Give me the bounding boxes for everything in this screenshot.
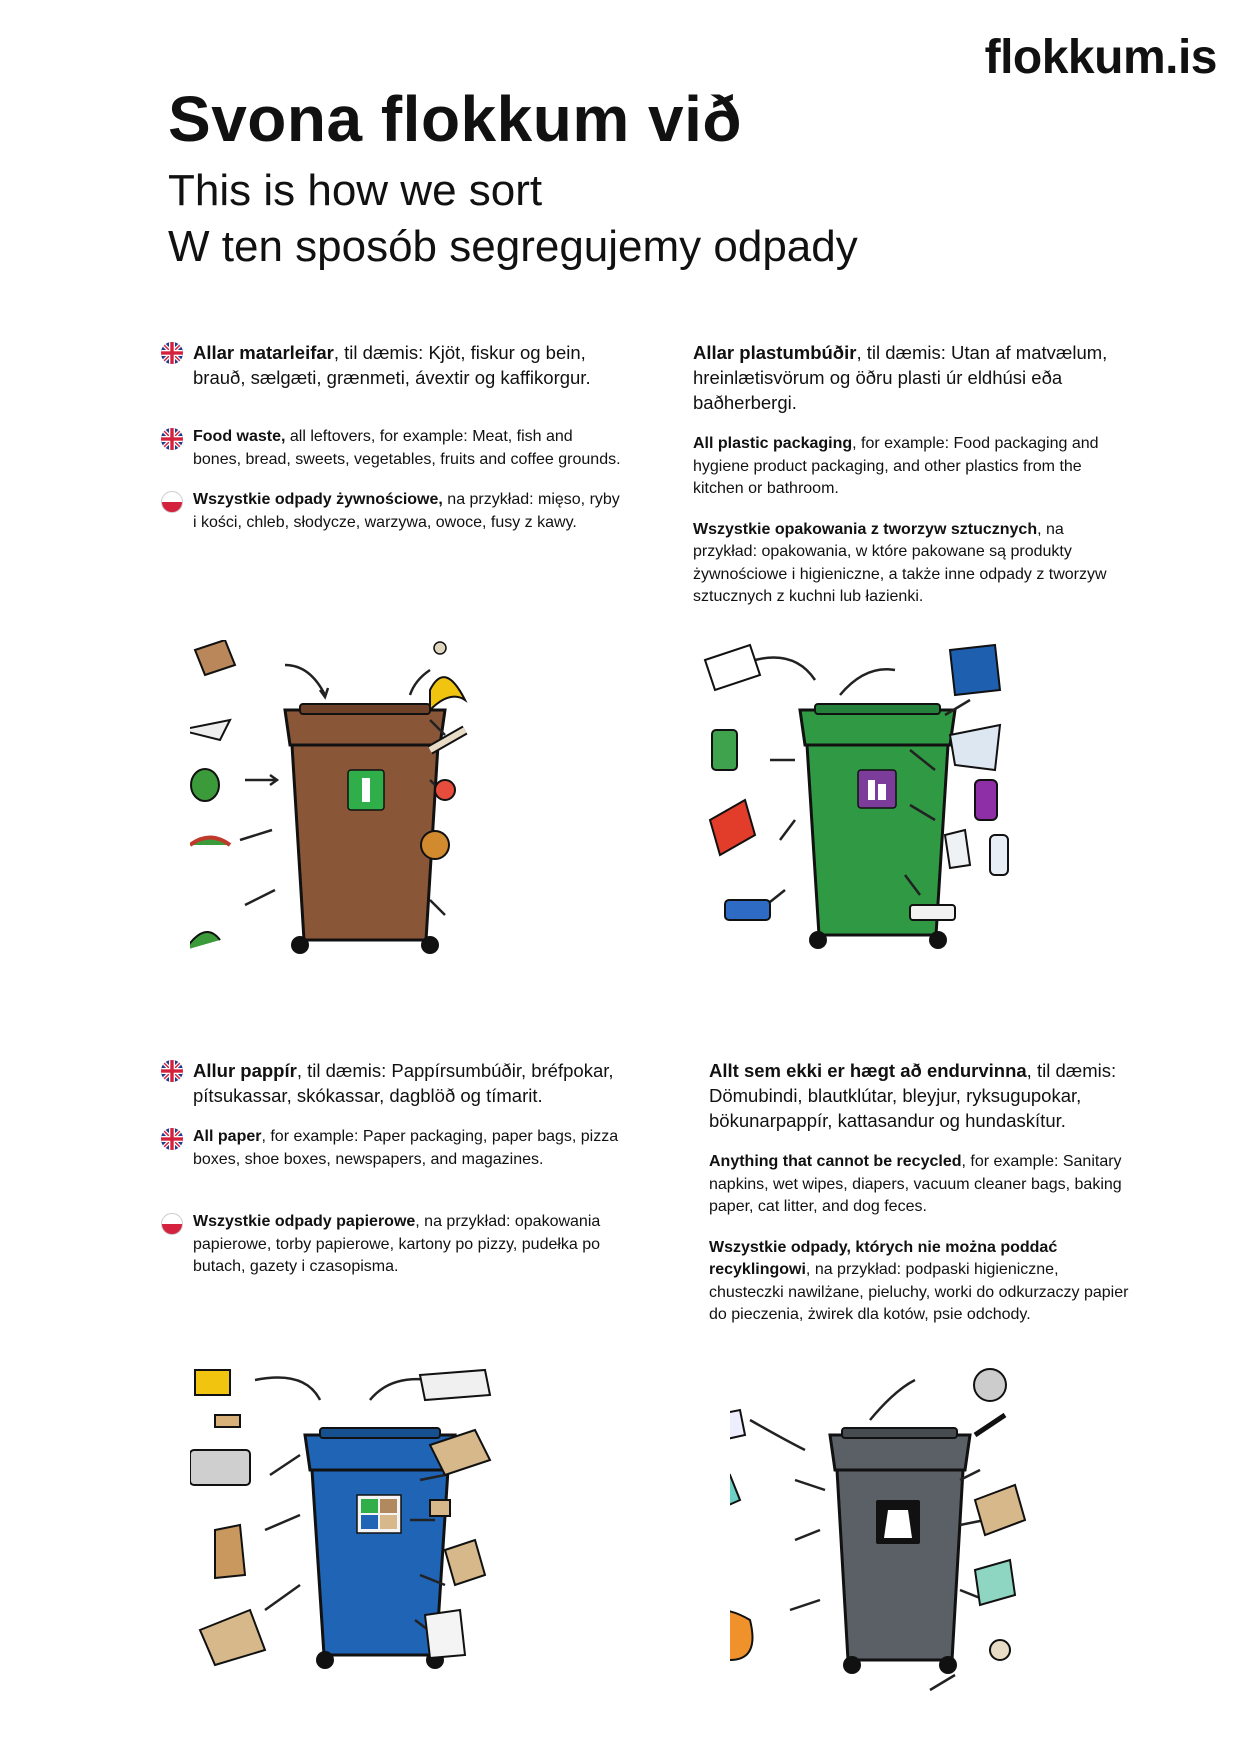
- food-pl-bold: Wszystkie odpady żywnościowe,: [193, 491, 443, 508]
- food-text-is: [193, 340, 623, 390]
- food-en-rest: all leftovers, for example: Meat, fish and bones, bread, sweets, vegetables, fruits and coffee grounds.: [193, 428, 621, 468]
- poland-flag-icon: [161, 491, 183, 513]
- paper-text-pl: [193, 1211, 623, 1279]
- paper-is-rest: , til dæmis: Pappírsumbúðir, bréfpokar, pítsukassar, skókassar, dagblöð og tímarit.: [193, 1060, 614, 1106]
- food-text-pl: [193, 489, 623, 534]
- general-text-is: [709, 1058, 1129, 1133]
- plastic-pl-rest: , na przykład: opakowania, w które pakowane są produkty żywnościowe i higieniczne, a także inne odpady z tworzyw sztucznych z kuchni lub łazienki.: [693, 520, 1107, 605]
- page-subtitle-en: This is how we sort: [168, 166, 543, 215]
- plastic-section: [693, 340, 1113, 609]
- general-is-rest: , til dæmis: Dömubindi, blautklútar, bleyjur, ryksugupokar, bökunarpappír, kattasandur og hundaskítur.: [709, 1060, 1117, 1131]
- general-text-pl: [709, 1237, 1129, 1327]
- plastic-text-pl: [693, 519, 1113, 609]
- plastic-en-bold: All plastic packaging: [693, 435, 853, 452]
- food-text-en: [193, 426, 623, 471]
- paper-pl-bold: Wszystkie odpady papierowe: [193, 1213, 416, 1230]
- food-en-bold: Food waste,: [193, 428, 286, 445]
- general-pl-bold: Wszystkie odpady, których nie można poddać recyklingowi: [709, 1238, 1058, 1278]
- uk-flag-icon: [161, 342, 183, 364]
- general-waste-bin-illustration: [730, 1360, 1090, 1700]
- paper-en-bold: All paper: [193, 1128, 262, 1145]
- page-subtitle-pl: W ten sposób segregujemy odpady: [168, 222, 858, 271]
- general-en-rest: , for example: Sanitary napkins, wet wipes, diapers, vacuum cleaner bags, baking paper, cat litter, and dog feces.: [709, 1153, 1122, 1215]
- general-pl-rest: , na przykład: podpaski higieniczne, chusteczki nawilżane, pieluchy, worki do odkurzaczy papier do pieczenia, żwirek dla kotów, psie odchody.: [709, 1261, 1129, 1323]
- general-bin-icon: [830, 1428, 970, 1674]
- plastic-bin-illustration: [700, 640, 1070, 970]
- paper-is-bold: Allur pappír: [193, 1060, 297, 1081]
- food-waste-bin-illustration: [190, 640, 530, 970]
- general-is-bold: Allt sem ekki er hægt að endurvinna: [709, 1060, 1027, 1081]
- plastic-is-rest: , til dæmis: Utan af matvælum, hreinlætisvörum og öðru plasti úr eldhúsi eða baðherbergi.: [693, 342, 1108, 413]
- plastic-pl-bold: Wszystkie opakowania z tworzyw sztucznych: [693, 520, 1038, 538]
- uk-flag-icon: [161, 1128, 183, 1150]
- food-waste-section: [193, 340, 623, 534]
- general-en-bold: Anything that cannot be recycled: [709, 1153, 962, 1170]
- plastic-text-is: [693, 340, 1113, 415]
- paper-en-rest: , for example: Paper packaging, paper bags, pizza boxes, shoe boxes, newspapers, and magazines.: [193, 1128, 619, 1168]
- plastic-text-en: [693, 433, 1113, 501]
- general-text-en: [709, 1151, 1129, 1219]
- paper-bin-illustration: [190, 1360, 560, 1700]
- food-is-bold: Allar matarleifar: [193, 342, 334, 363]
- food-bin-icon: [285, 704, 445, 954]
- poland-flag-icon: [161, 1213, 183, 1235]
- paper-section: [193, 1058, 623, 1279]
- plastic-is-bold: Allar plastumbúðir: [693, 342, 857, 363]
- paper-text-is: [193, 1058, 623, 1108]
- general-waste-section: [709, 1058, 1129, 1327]
- uk-flag-icon: [161, 428, 183, 450]
- food-pl-rest: na przykład: mięso, ryby i kości, chleb, słodycze, warzywa, owoce, fusy z kawy.: [193, 491, 620, 531]
- brand-logo: flokkum.is: [984, 31, 1217, 84]
- food-is-rest: , til dæmis: Kjöt, fiskur og bein, brauð, sælgæti, grænmeti, ávextir og kaffikorgur.: [193, 342, 591, 388]
- plastic-en-rest: , for example: Food packaging and hygiene product packaging, and other plastics from the kitchen or bathroom.: [693, 435, 1099, 497]
- uk-flag-icon: [161, 1060, 183, 1082]
- paper-pl-rest: , na przykład: opakowania papierowe, torby papierowe, kartony po pizzy, pudełka po butach, gazety i czasopisma.: [193, 1213, 601, 1275]
- paper-text-en: [193, 1126, 623, 1171]
- page-title: Svona flokkum við: [168, 83, 742, 155]
